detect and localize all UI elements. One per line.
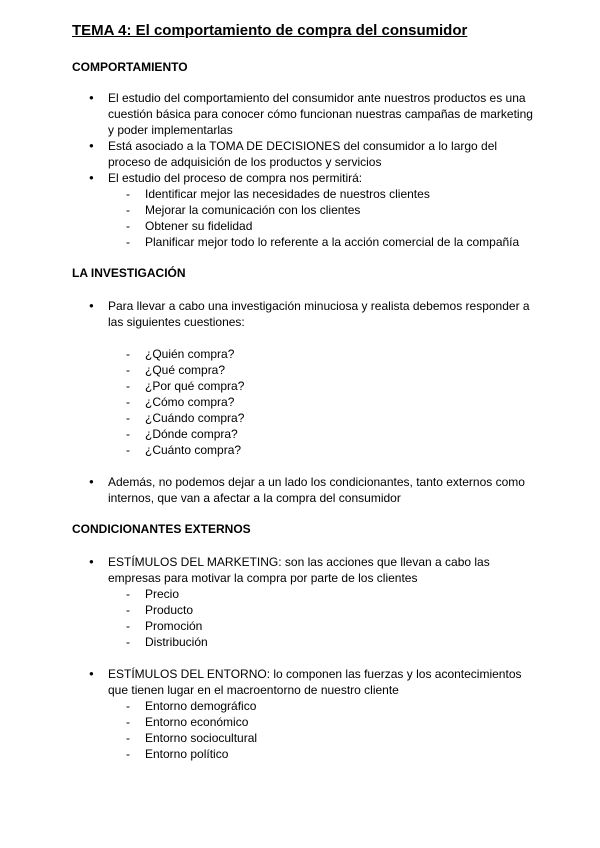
sub-item: - Planificar mejor todo lo referente a la acción comercial de la compañía — [145, 234, 519, 250]
sub-item: - Producto — [145, 602, 193, 618]
bullet-item: ● El estudio del proceso de compra nos permitirá: — [108, 170, 536, 186]
sub-item: - Obtener su fidelidad — [145, 218, 252, 234]
sub-item: - Entorno demográfico — [145, 698, 256, 714]
sub-item: - Promoción — [145, 618, 202, 634]
sub-item: - Mejorar la comunicación con los clientes — [145, 202, 360, 218]
bullet-item: ● Para llevar a cabo una investigación minuciosa y realista debemos responder a las siguientes cuestiones: — [108, 298, 536, 330]
sub-item: - Entorno sociocultural — [145, 730, 257, 746]
question-item: - ¿Quién compra? — [145, 346, 234, 362]
sub-item: - Entorno político — [145, 746, 228, 762]
bullet-item: ● Además, no podemos dejar a un lado los condicionantes, tanto externos como internos, que van a afectar a la compra del consumidor — [108, 474, 536, 506]
sub-item: - Distribución — [145, 634, 208, 650]
bullet-item: ● ESTÍMULOS DEL ENTORNO: lo componen las fuerzas y los acontecimientos que tienen lugar en el macroentorno de nuestro cliente — [108, 666, 536, 698]
sub-item: - Entorno económico — [145, 714, 248, 730]
question-item: - ¿Cómo compra? — [145, 394, 234, 410]
question-item: - ¿Qué compra? — [145, 362, 225, 378]
document-title: TEMA 4: El comportamiento de compra del consumidor — [72, 22, 468, 39]
bullet-item: ● Está asociado a la TOMA DE DECISIONES del consumidor a lo largo del proceso de adquisición de los productos y servicios — [108, 138, 536, 170]
question-item: - ¿Cuánto compra? — [145, 442, 241, 458]
question-item: - ¿Cuándo compra? — [145, 410, 244, 426]
section-heading-comportamiento: COMPORTAMIENTO — [72, 60, 188, 74]
question-item: - ¿Por qué compra? — [145, 378, 244, 394]
bullet-item: ● ESTÍMULOS DEL MARKETING: son las acciones que llevan a cabo las empresas para motivar la compra por parte de los clientes — [108, 554, 536, 586]
sub-item: - Identificar mejor las necesidades de nuestros clientes — [145, 186, 430, 202]
sub-item: - Precio — [145, 586, 179, 602]
section-heading-investigacion: LA INVESTIGACIÓN — [72, 266, 186, 280]
question-item: - ¿Dónde compra? — [145, 426, 238, 442]
bullet-item: ● El estudio del comportamiento del consumidor ante nuestros productos es una cuestión básica para conocer cómo funcionan nuestras campañas de marketing y poder implementarlas — [108, 90, 536, 138]
section-heading-condicionantes-externos: CONDICIONANTES EXTERNOS — [72, 522, 251, 536]
